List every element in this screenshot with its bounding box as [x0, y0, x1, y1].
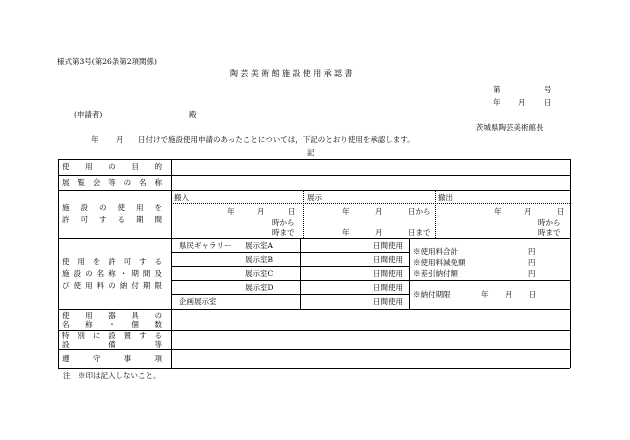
room-name: 展示室A [245, 241, 273, 250]
room-row-divider [171, 294, 409, 295]
number-suffix: 号 [544, 85, 552, 94]
exhibit-from-day: 日から [408, 207, 431, 216]
period-column-header: 搬入 [174, 193, 189, 202]
period-column-header: 展示 [307, 193, 322, 202]
move-out-time-from: 時から [538, 218, 561, 227]
form-number: 様式第3号(第26条第2項関係) [57, 57, 157, 66]
room-days-unit: 日間使用 [373, 297, 403, 306]
fee-label: ※使用料合計 [413, 247, 458, 256]
move-in-year: 年 [227, 207, 235, 216]
ki-label: 記 [307, 148, 315, 157]
room-days-unit: 日間使用 [373, 255, 403, 264]
footnote: 注 ※印は記入しないこと。 [63, 371, 161, 380]
move-out-time-to: 時まで [538, 228, 561, 237]
deadline-year: 年 [481, 290, 489, 299]
room-days-unit: 日間使用 [373, 269, 403, 278]
fee-unit: 円 [528, 269, 536, 278]
deadline-month: 月 [505, 290, 513, 299]
move-in-time-to: 時まで [272, 228, 295, 237]
fee-unit: 円 [528, 258, 536, 267]
facility-label-1: 使用を許可する [62, 257, 162, 266]
table-bottom-border [58, 368, 570, 369]
room-days-divider [300, 238, 301, 309]
row-divider [58, 238, 570, 239]
exhibit-to-month: 月 [375, 228, 383, 237]
statement-year: 年 [91, 135, 99, 144]
room-row-divider [171, 252, 409, 253]
period-header-underline [171, 203, 570, 204]
move-in-day: 日 [288, 207, 296, 216]
room-row-divider [171, 280, 409, 281]
fees-divider [409, 238, 410, 309]
fee-unit: 円 [528, 247, 536, 256]
period-label-2: 許可する期間 [62, 215, 162, 224]
purpose-label: 使用の目的 [62, 162, 162, 171]
equipment-label-2: 名称・個数 [62, 320, 162, 329]
room-days-unit: 日間使用 [373, 283, 403, 292]
room-row-divider [171, 266, 409, 267]
row-divider [58, 190, 570, 191]
row-divider [58, 175, 570, 176]
table-top-border [58, 159, 570, 160]
statement-text: 日付けで施設使用申請のあったことについては，下記のとおり使用を承認します。 [138, 135, 415, 144]
facility-label-2: 施設の名称・期間及 [62, 269, 162, 278]
period-divider-2 [435, 190, 436, 238]
room-name: 企画展示室 [179, 297, 217, 306]
table-right-border [570, 159, 571, 368]
move-out-year: 年 [494, 207, 502, 216]
period-column-header: 撤出 [438, 193, 453, 202]
row-divider [58, 309, 570, 310]
deadline-label: ※納付期限 [413, 290, 451, 299]
move-in-time-from: 時から [272, 218, 295, 227]
fee-label: ※使用料減免額 [413, 258, 466, 267]
exhibit-from-year: 年 [342, 207, 350, 216]
exhibit-to-day: 日まで [408, 228, 431, 237]
applicant-honorific: 殿 [189, 110, 197, 119]
prefectural-gallery-label: 県民ギャラリー [179, 241, 232, 250]
special-equipment-label-2: 設備等 [62, 340, 162, 349]
document-title: 陶芸美術館施設使用承認書 [230, 69, 355, 78]
period-divider-1 [303, 190, 304, 238]
special-equipment-label-1: 特別に設置する [62, 331, 162, 340]
room-name: 展示室C [245, 269, 274, 278]
move-out-day: 日 [557, 207, 565, 216]
move-out-month: 月 [524, 207, 532, 216]
exhibition-name-label: 展覧会等の名称 [62, 178, 162, 187]
applicant-label: (申請者) [74, 110, 103, 119]
compliance-label: 遵守事項 [62, 354, 162, 363]
exhibit-from-month: 月 [375, 207, 383, 216]
issue-date-year: 年 [493, 98, 501, 107]
issuer-name: 茨城県陶芸美術館長 [476, 123, 544, 132]
number-prefix: 第 [493, 85, 501, 94]
issue-date-month: 月 [518, 98, 526, 107]
statement-month: 月 [116, 135, 124, 144]
move-in-month: 月 [257, 207, 265, 216]
fee-label: ※差引納付額 [413, 269, 458, 278]
room-name: 展示室D [245, 283, 274, 292]
equipment-label-1: 使用器具の [62, 311, 162, 320]
exhibit-to-year: 年 [342, 228, 350, 237]
room-days-unit: 日間使用 [373, 241, 403, 250]
facility-label-3: び使用料の納付期限 [62, 281, 162, 290]
period-label-1: 施設の使用を [62, 203, 162, 212]
deadline-day: 日 [529, 290, 537, 299]
row-divider [58, 349, 570, 350]
fees-deadline-divider [409, 280, 570, 281]
issue-date-day: 日 [544, 98, 552, 107]
room-name: 展示室B [245, 255, 274, 264]
